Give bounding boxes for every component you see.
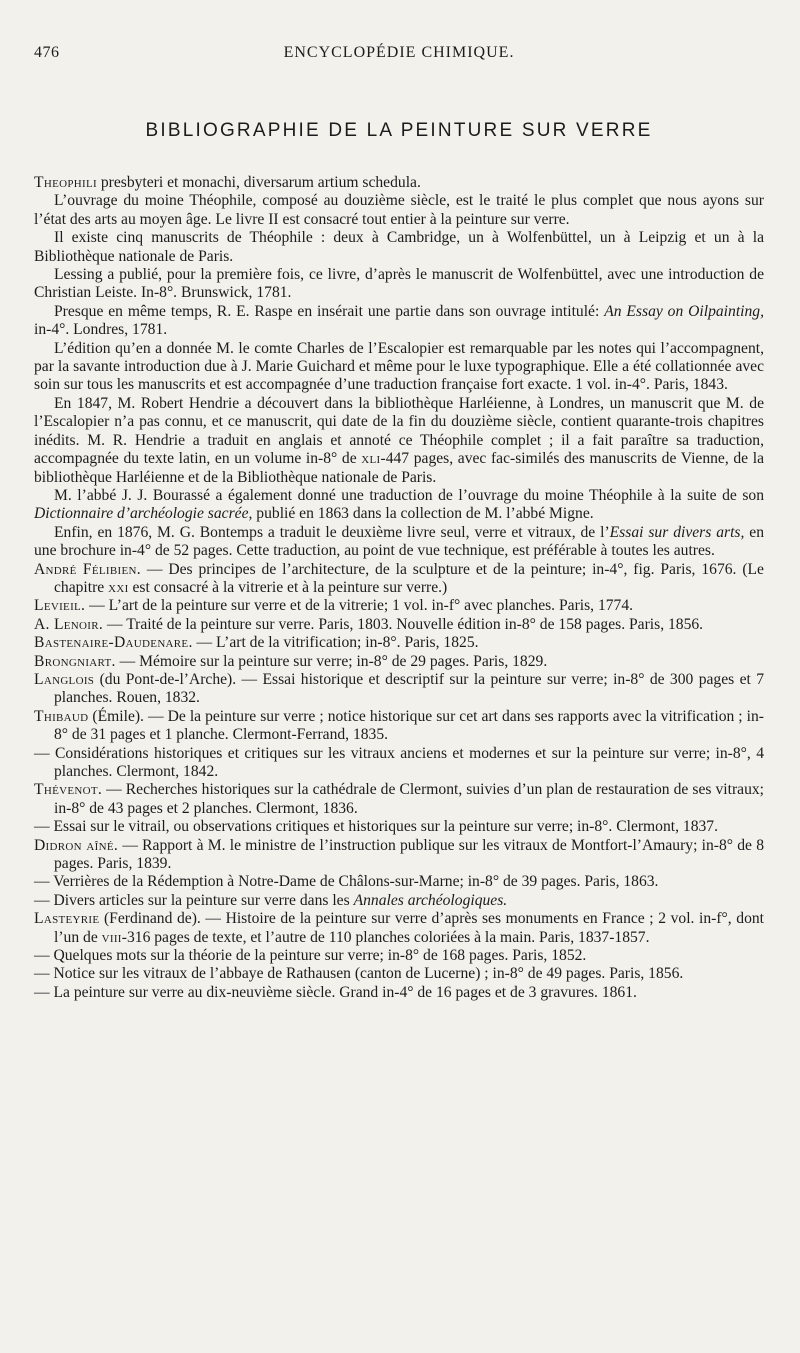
bibliography-entry-brongniart xyxy=(34,653,764,671)
section-title: BIBLIOGRAPHIE DE LA PEINTURE SUR VERRE xyxy=(145,120,653,141)
bibliography-entry-felibien xyxy=(34,561,764,598)
author-name: Bastenaire-Daudenare. xyxy=(34,634,193,652)
paragraph-ouvrage: L’ouvrage du moine Théophile, composé au douzième siècle, est le traité le plus complet que nous ayons sur l’état des arts au moyen âge. Le livre II est consacré tout entier à la peinture sur verre. xyxy=(34,192,764,228)
entry-text: — L’art de la peinture sur verre et de la vitrerie; 1 vol. in-f° avec planches. Paris, 1774. xyxy=(85,597,634,615)
entry-text: — Mémoire sur la peinture sur verre; in-8° de 29 pages. Paris, 1829. xyxy=(115,652,548,670)
bibliography-entry-didron-2: — Verrières de la Rédemption à Notre-Dame de Châlons-sur-Marne; in-8° de 39 pages. Paris, 1863. xyxy=(34,873,659,891)
author-name: Langlois xyxy=(34,670,95,688)
bibliography-entry-thevenot-2: — Essai sur le vitrail, ou observations critiques et historiques sur la peinture sur verre; in-8°. Clermont, 1837. xyxy=(34,818,718,836)
bibliography-entry-lasteyrie xyxy=(34,910,764,947)
book-title: Annales archéologiques. xyxy=(353,891,508,909)
paragraph-raspe xyxy=(34,303,764,340)
entry-text: (Ferdinand de). — Histoire de la peinture sur verre d’après ses monuments en France ; 2 vol. in-f°, dont l’un de xyxy=(54,910,764,946)
paragraph-hendrie xyxy=(34,395,764,487)
paragraph-text: presbyteri et monachi, diversarum artium schedula. xyxy=(96,174,421,191)
entry-text: — Divers articles sur la peinture sur verre dans les xyxy=(34,891,354,909)
bibliography-entry-lasteyrie-3: — Notice sur les vitraux de l’abbaye de Rathausen (canton de Lucerne) ; in-8° de 49 pages. Paris, 1856. xyxy=(34,965,684,983)
bibliography-entry-didron-3 xyxy=(34,892,764,910)
paragraph-text: in-4°. Londres, 1781. xyxy=(34,321,168,339)
running-head xyxy=(34,44,764,72)
author-name: André Félibien. xyxy=(34,560,141,578)
book-title: Essai sur divers arts, xyxy=(609,523,745,541)
bibliography-entry-lasteyrie-2: — Quelques mots sur la théorie de la peinture sur verre; in-8° de 168 pages. Paris, 1852. xyxy=(34,947,587,965)
bibliography-entry-lenoir xyxy=(34,616,764,634)
bibliography-entry-thibaud-2: — Considérations historiques et critiques sur les vitraux anciens et modernes et sur la peinture sur verre; in-8°, 4 planches. Clermont, 1842. xyxy=(34,744,764,780)
entry-text: — Rapport à M. le ministre de l’instruction publique sur les vitraux de Montfort-l’Amaury; in-8° de 8 pages. Paris, 1839. xyxy=(54,836,764,873)
page-number: 476 xyxy=(34,44,60,61)
journal-title: ENCYCLOPÉDIE CHIMIQUE. xyxy=(283,44,515,61)
entry-text: -316 pages de texte, et l’autre de 110 planches coloriées à la main. Paris, 1837-1857. xyxy=(121,928,650,946)
book-title: Dictionnaire d’archéologie sacrée, xyxy=(34,505,253,523)
book-title: An Essay on Oilpainting, xyxy=(604,302,764,320)
author-name: Brongniart. xyxy=(34,652,116,670)
author-name: Levieil. xyxy=(34,597,86,615)
bibliography-entry-thibaud xyxy=(34,708,764,745)
paragraph-text: M. l’abbé J. J. Bourassé a également donné une traduction de l’ouvrage du moine Théophile à la suite de son xyxy=(54,486,764,504)
paragraph-text: En 1847, M. Robert Hendrie a découvert dans la bibliothèque Harléienne, à Londres, un manuscrit que M. de l’Escalopier n’a pas connu, et ce manuscrit, qui date de la fin du douzième siècle, contient quarante-trois chapitres inédits. M. R. Hendrie a traduit en anglais et annoté ce Théophile complet ; il a fait paraître sa traduction, accompagnée du texte latin, en un volume in-8° de xyxy=(34,394,764,468)
entry-text: — L’art de la vitrification; in-8°. Paris, 1825. xyxy=(192,634,479,652)
paragraph-text: en une brochure in-4° de 52 pages. Cette traduction, au point de vue technique, est préférable à toutes les autres. xyxy=(34,523,764,560)
author-name: Thévenot. xyxy=(34,781,103,799)
entry-text: — Des principes de l’architecture, de la sculpture et de la peinture; in-4°, fig. Paris, 1676. (Le chapitre xyxy=(54,560,764,596)
entry-text: (Émile). — De la peinture sur verre ; notice historique sur cet art dans ses rapports avec la vitrification ; in-8° de 31 pages et 1 planche. Clermont-Ferrand, 1835. xyxy=(54,707,764,744)
author-name: Lasteyrie xyxy=(34,910,100,928)
paragraph-text: publié en 1863 dans la collection de M. l’abbé Migne. xyxy=(252,505,594,523)
paragraph-escalopier: L’édition qu’en a donnée M. le comte Charles de l’Escalopier est remarquable par les notes qui l’accompagnent, par la savante introduction due à J. Marie Guichard et même pour le luxe typographique. Elle a été collationnée avec soin sur tous les manuscrits et est accompagnée d’une traduction française fort exacte. 1 vol. in-4°. Paris, 1843. xyxy=(34,339,764,394)
author-name: Didron aîné. xyxy=(34,836,119,854)
author-name: Thibaud xyxy=(34,707,89,725)
author-name: A. Lenoir. xyxy=(34,615,104,633)
paragraph-manuscrits: Il existe cinq manuscrits de Théophile : deux à Cambridge, un à Wolfenbüttel, un à Leipzig et un à la Bibliothèque nationale de Paris. xyxy=(34,229,764,265)
paragraph-theophili xyxy=(34,174,764,192)
paragraph-bourasse xyxy=(34,487,764,524)
bibliography-entry-langlois xyxy=(34,671,764,708)
roman-numeral: xli xyxy=(361,450,381,468)
bibliography-entry-didron xyxy=(34,837,764,874)
bibliography-entry-thevenot xyxy=(34,781,764,818)
paragraph-bontemps xyxy=(34,524,764,561)
bibliography-entry-levieil xyxy=(34,597,764,615)
paragraph-text: Enfin, en 1876, M. G. Bontemps a traduit le deuxième livre seul, verre et vitraux, de l’ xyxy=(54,523,610,541)
entry-text: (du Pont-de-l’Arche). — Essai historique et descriptif sur la peinture sur verre; in-8° de 300 pages et 7 planches. Rouen, 1832. xyxy=(54,670,764,707)
bibliography-body xyxy=(34,174,764,1002)
paragraph-lessing: Lessing a publié, pour la première fois, ce livre, d’après le manuscrit de Wolfenbüttel, avec une introduction de Christian Leiste. In-8°. Brunswick, 1781. xyxy=(34,266,764,302)
bibliography-entry-lasteyrie-4: — La peinture sur verre au dix-neuvième siècle. Grand in-4° de 16 pages et de 3 gravures. 1861. xyxy=(34,983,637,1001)
roman-numeral: viii xyxy=(101,928,122,946)
entry-text: — Recherches historiques sur la cathédrale de Clermont, suivies d’un plan de restauration de ses vitraux; in-8° de 43 pages et 2 planches. Clermont, 1836. xyxy=(54,781,764,817)
bibliography-entry-bastenaire xyxy=(34,634,764,652)
entry-text: est consacré à la vitrerie et à la peinture sur verre.) xyxy=(128,578,448,596)
entry-text: — Traité de la peinture sur verre. Paris, 1803. Nouvelle édition in-8° de 158 pages. Paris, 1856. xyxy=(103,615,704,633)
paragraph-text: -447 pages, avec fac-similés des manuscrits de Vienne, de la bibliothèque Harléienne et de la Bibliothèque nationale de Paris. xyxy=(34,450,764,486)
paragraph-text: Presque en même temps, R. E. Raspe en insérait une partie dans son ouvrage intitulé: xyxy=(54,302,605,320)
author-name: Theophili xyxy=(34,174,97,191)
roman-numeral: xxi xyxy=(108,578,129,596)
